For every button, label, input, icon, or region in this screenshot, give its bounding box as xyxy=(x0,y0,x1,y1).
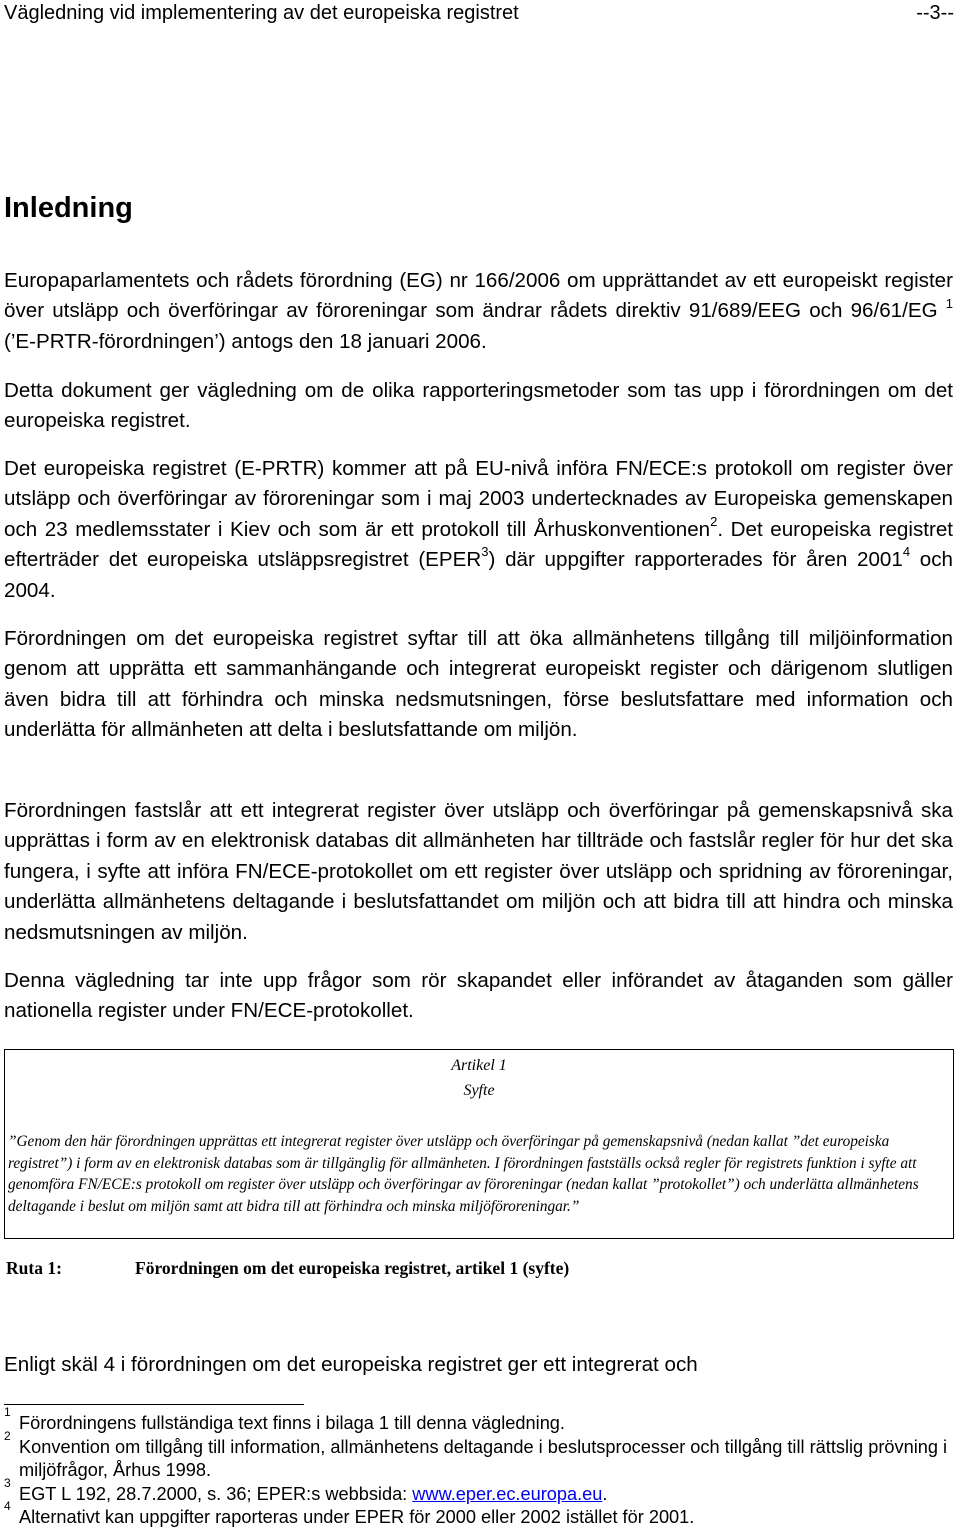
section-heading: Inledning xyxy=(4,192,133,224)
header-title: Vägledning vid implementering av det europeiska registret xyxy=(4,2,519,24)
footnote-2 xyxy=(4,1428,954,1483)
footnote-text: Alternativt kan uppgifter raporteras under EPER för 2000 eller 2002 istället för 2001. xyxy=(19,1507,695,1527)
caption-label: Ruta 1: xyxy=(6,1258,62,1278)
footnote-mark: 1 xyxy=(4,1405,11,1419)
footnote-1 xyxy=(4,1405,954,1436)
paragraph-text: ) där uppgifter rapporterades för åren 2001 xyxy=(488,548,903,572)
footnote-3 xyxy=(4,1475,954,1507)
footnote-ref-1[interactable]: 1 xyxy=(945,295,953,311)
paragraph-text: (’E-PRTR-förordningen’) antogs den 18 januari 2006. xyxy=(4,329,487,353)
paragraph-purpose: Förordningen om det europeiska registret syftar till att öka allmänhetens tillgång till miljöinformation genom att upprätta ett sammanhängande och integrerat europeiskt register och därigenom slutligen även bidra till att förhindra och minska nedsmutsningen, förse beslutsfattare med information och underlätta för allmänheten att delta i beslutsfattande om miljön. xyxy=(4,627,953,742)
footnote-text: Konvention om tillgång till information, allmänhetens deltagande i beslutsprocesser och tillgång till rättslig prövning i miljöfrågor, Århus 1998. xyxy=(19,1436,948,1480)
footnote-mark: 4 xyxy=(4,1499,11,1513)
paragraph-limitation: Denna vägledning tar inte upp frågor som rör skapandet eller införandet av åtaganden som gäller nationella register under FN/ECE-protokollet. xyxy=(4,969,953,1023)
paragraph-text: Europaparlamentets och rådets förordning (EG) nr 166/2006 om upprättandet av ett europeiskt register över utsläpp och överföringar av föroreningar som ändrar rådets direktiv 91/689/EEG och 96/61/EG xyxy=(4,269,953,323)
footnote-text: Förordningens fullständiga text finns i bilaga 1 till denna vägledning. xyxy=(19,1413,565,1433)
paragraph-register: Förordningen fastslår att ett integrerat register över utsläpp och överföringar på gemenskapsnivå ska upprättas i form av en elektronisk databas dit allmänheten har tillträde och fastslår regler för hur det ska fungera, i syfte att införa FN/ECE-protokollet om ett register över utsläpp och spridning av föroreningar, underlätta allmänhetens deltagande i beslutsfattandet om miljön och att bidra till att hindra och minska nedsmutsningen av miljön. xyxy=(4,799,953,944)
paragraph-text: Det europeiska registret (E-PRTR) kommer att på EU-nivå införa FN/ECE:s protokoll om register över utsläpp och överföringar av föroreningar som i maj 2003 undertecknades av Europeiska gemenskapen och 23 medlemsstater i Kiev och som är ett protokoll till Århuskonventionen xyxy=(4,457,953,541)
footnote-text: EGT L 192, 28.7.2000, s. 36; EPER:s webbsida: xyxy=(19,1483,413,1504)
page-header xyxy=(4,0,954,26)
footnote-ref-3[interactable]: 3 xyxy=(481,544,489,560)
footnote-mark: 3 xyxy=(4,1475,11,1490)
footnote-4 xyxy=(4,1499,954,1530)
footnote-mark: 2 xyxy=(4,1428,11,1443)
footnote-text-end: . xyxy=(602,1483,608,1504)
footnote-ref-2[interactable]: 2 xyxy=(710,513,718,529)
footnote-ref-4[interactable]: 4 xyxy=(902,544,911,560)
paragraph-scope: Detta dokument ger vägledning om de olika rapporteringsmetoder som tas upp i förordningen om det europeiska registret. xyxy=(4,379,953,433)
caption-text: Förordningen om det europeiska registret, artikel 1 (syfte) xyxy=(135,1258,570,1278)
paragraph-recital: Enligt skäl 4 i förordningen om det europeiska registret ger ett integrerat och xyxy=(4,1353,698,1376)
article-box xyxy=(4,1049,954,1239)
page-number: --3-- xyxy=(916,2,954,24)
article-quote: ”Genom den här förordningen upprättas ett integrerat register över utsläpp och överföringar på gemenskapsnivå (nedan kallat ”det europeiska registret”) i form av en elektronisk databas som är tillgänglig för allmänheten. I förordningen fastställs också regler för registrets funktion i syfte att genomföra FN/ECE:s protokoll om register över utsläpp och överföringar av föroreningar (nedan kallat ”protokollet”) och underlätta allmänhetens deltagande i beslut om miljön samt att bidra till att förhindra och minska miljöföroreningar.” xyxy=(8,1133,919,1215)
article-subject: Syfte xyxy=(463,1082,495,1099)
paragraph-text: och 2004. xyxy=(4,548,953,602)
footnote-divider xyxy=(4,1404,304,1405)
paragraph-text: . Det europeiska registret efterträder det europeiska utsläppsregistret (EPER xyxy=(4,517,953,572)
paragraph-intro xyxy=(4,266,953,357)
paragraph-eprtr xyxy=(4,454,953,606)
footnotes xyxy=(4,1405,954,1530)
article-number: Artikel 1 xyxy=(451,1057,507,1074)
eper-website-link[interactable]: www.eper.ec.europa.eu xyxy=(412,1483,603,1504)
